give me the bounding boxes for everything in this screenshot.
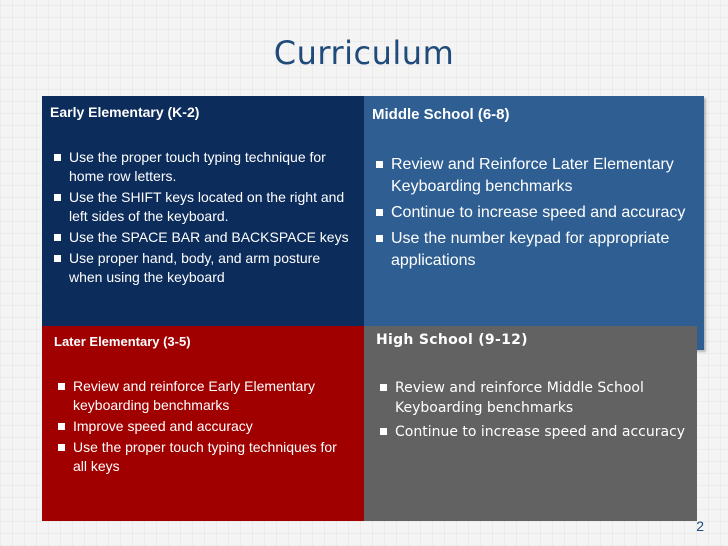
- bullet-list: [54, 377, 354, 476]
- square-bullet-icon: [54, 255, 61, 262]
- list-item: [376, 422, 687, 442]
- list-item-text: Review and reinforce Middle School Keyboarding benchmarks: [395, 380, 644, 416]
- list-item-text: Use the number keypad for appropriate applications: [391, 230, 670, 269]
- square-bullet-icon: [380, 384, 387, 391]
- square-bullet-icon: [54, 234, 61, 241]
- panel-heading: High School (9-12): [376, 332, 528, 348]
- bullet-list: [376, 378, 687, 442]
- list-item-text: Continue to increase speed and accuracy: [395, 424, 686, 440]
- list-item: [376, 378, 687, 418]
- panel-high-school: [364, 326, 697, 521]
- list-item: [54, 417, 354, 436]
- square-bullet-icon: [376, 209, 383, 216]
- list-item-text: Continue to increase speed and accuracy: [391, 204, 686, 221]
- square-bullet-icon: [54, 194, 61, 201]
- panel-heading: Middle School (6-8): [372, 106, 510, 123]
- panel-later-elementary: [42, 326, 364, 521]
- list-item: [54, 438, 354, 476]
- square-bullet-icon: [58, 423, 65, 430]
- bullet-list: [372, 154, 694, 272]
- list-item-text: Use proper hand, body, and arm posture when using the keyboard: [69, 250, 321, 285]
- list-item-text: Use the SPACE BAR and BACKSPACE keys: [69, 229, 349, 245]
- list-item-text: Use the SHIFT keys located on the right and left sides of the keyboard.: [69, 189, 345, 224]
- list-item: [372, 228, 694, 272]
- panel-early-elementary: [42, 96, 364, 326]
- square-bullet-icon: [376, 161, 383, 168]
- list-item: [50, 228, 354, 247]
- square-bullet-icon: [376, 235, 383, 242]
- list-item-text: Use the proper touch typing techniques for all keys: [73, 439, 337, 474]
- square-bullet-icon: [380, 428, 387, 435]
- page-number: 2: [696, 518, 704, 534]
- list-item-text: Improve speed and accuracy: [73, 418, 253, 434]
- list-item: [54, 377, 354, 415]
- panel-heading: Later Elementary (3-5): [54, 334, 191, 349]
- list-item-text: Review and Reinforce Later Elementary Keyboarding benchmarks: [391, 156, 674, 195]
- list-item: [372, 154, 694, 198]
- list-item: [50, 148, 354, 186]
- list-item: [372, 202, 694, 224]
- list-item: [50, 188, 354, 226]
- square-bullet-icon: [54, 154, 61, 161]
- panel-heading: Early Elementary (K-2): [50, 104, 200, 120]
- list-item: [50, 249, 354, 287]
- panel-middle-school: [364, 96, 704, 350]
- square-bullet-icon: [58, 383, 65, 390]
- list-item-text: Use the proper touch typing technique for home row letters.: [69, 149, 326, 184]
- square-bullet-icon: [58, 444, 65, 451]
- slide-title: Curriculum: [273, 34, 455, 72]
- list-item-text: Review and reinforce Early Elementary keyboarding benchmarks: [73, 378, 315, 413]
- bullet-list: [50, 148, 354, 287]
